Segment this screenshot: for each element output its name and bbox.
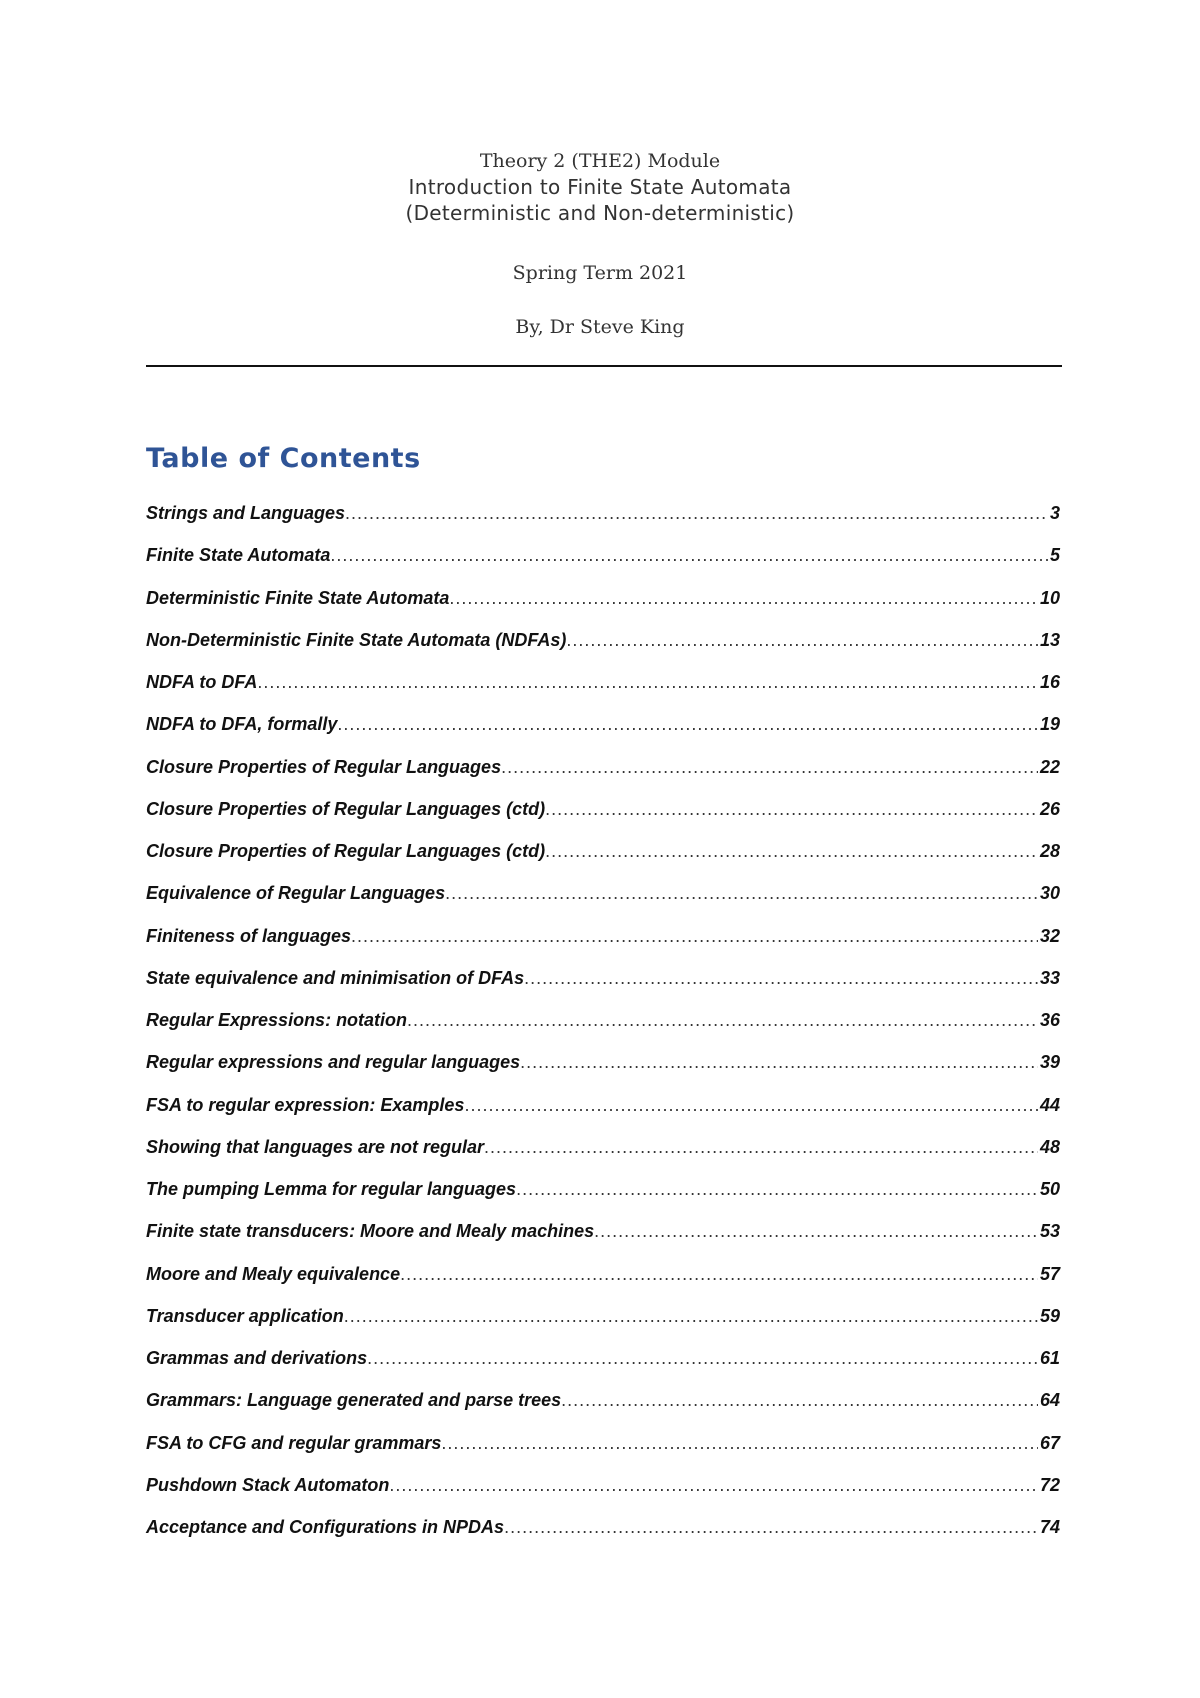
toc-dot-leader — [520, 1049, 1038, 1075]
horizontal-divider — [146, 365, 1062, 367]
toc-entry-title: Finiteness of languages — [146, 926, 352, 946]
toc-entry-title: State equivalence and minimisation of DFAs — [146, 968, 525, 988]
toc-entry[interactable] — [146, 669, 1060, 695]
toc-dot-leader — [524, 965, 1038, 991]
toc-entry-title: Acceptance and Configurations in NPDAs — [146, 1517, 505, 1537]
toc-entry[interactable] — [146, 1261, 1060, 1287]
toc-entry-page-number: 32 — [1039, 926, 1060, 946]
toc-dot-leader — [367, 1345, 1038, 1371]
toc-dot-leader — [445, 880, 1038, 906]
toc-entry-page-number: 10 — [1039, 588, 1060, 608]
toc-entry-page-number: 19 — [1039, 714, 1060, 734]
toc-entry[interactable] — [146, 1345, 1060, 1371]
toc-entry[interactable] — [146, 1387, 1060, 1413]
toc-entry-page-number: 13 — [1039, 630, 1060, 650]
toc-entry-page-number: 30 — [1039, 883, 1060, 903]
toc-entry-page-number: 22 — [1039, 757, 1060, 777]
toc-dot-leader — [561, 1387, 1038, 1413]
toc-entry-title: Grammas and derivations — [146, 1348, 368, 1368]
toc-entry[interactable] — [146, 880, 1060, 906]
toc-entry-title: Closure Properties of Regular Languages — [146, 757, 502, 777]
toc-entry-title: Pushdown Stack Automaton — [146, 1475, 390, 1495]
toc-entry-title: Regular Expressions: notation — [146, 1010, 408, 1030]
toc-entry-page-number: 39 — [1039, 1052, 1060, 1072]
toc-entry-page-number: 36 — [1039, 1010, 1060, 1030]
toc-dot-leader — [330, 542, 1048, 568]
toc-entry[interactable] — [146, 585, 1060, 611]
toc-entry[interactable] — [146, 1514, 1060, 1540]
toc-entry[interactable] — [146, 542, 1060, 568]
toc-entry[interactable] — [146, 500, 1060, 526]
toc-dot-leader — [504, 1514, 1038, 1540]
toc-dot-leader — [441, 1430, 1038, 1456]
toc-entry-page-number: 3 — [1049, 503, 1060, 523]
toc-dot-leader — [449, 585, 1038, 611]
toc-entry-page-number: 26 — [1039, 799, 1060, 819]
toc-entry-title: Strings and Languages — [146, 503, 346, 523]
author-line: By, Dr Steve King — [515, 316, 685, 338]
toc-entry[interactable] — [146, 1218, 1060, 1244]
toc-entry-title: Grammars: Language generated and parse trees — [146, 1390, 562, 1410]
toc-entry[interactable] — [146, 1303, 1060, 1329]
toc-entry-page-number: 28 — [1039, 841, 1060, 861]
toc-entry-page-number: 72 — [1039, 1475, 1060, 1495]
toc-entry-title: NDFA to DFA — [146, 672, 258, 692]
toc-entry[interactable] — [146, 965, 1060, 991]
document-subtitle: (Deterministic and Non-deterministic) — [405, 201, 795, 225]
toc-dot-leader — [407, 1007, 1038, 1033]
toc-dot-leader — [464, 1092, 1038, 1118]
toc-entry[interactable] — [146, 1430, 1060, 1456]
toc-dot-leader — [594, 1218, 1038, 1244]
toc-entry[interactable] — [146, 923, 1060, 949]
toc-entry[interactable] — [146, 1134, 1060, 1160]
toc-entry-title: Regular expressions and regular languages — [146, 1052, 521, 1072]
toc-entry-title: Moore and Mealy equivalence — [146, 1264, 401, 1284]
toc-entry-page-number: 74 — [1039, 1517, 1060, 1537]
toc-entry-page-number: 44 — [1039, 1095, 1060, 1115]
toc-entry-title: Finite State Automata — [146, 545, 331, 565]
toc-dot-leader — [257, 669, 1038, 695]
toc-entry-title: NDFA to DFA, formally — [146, 714, 338, 734]
toc-dot-leader — [516, 1176, 1038, 1202]
toc-entry-page-number: 53 — [1039, 1221, 1060, 1241]
toc-dot-leader — [351, 923, 1038, 949]
document-title: Introduction to Finite State Automata — [408, 175, 792, 199]
toc-heading: Table of Contents — [146, 443, 421, 474]
toc-dot-leader — [501, 754, 1038, 780]
toc-entry-title: Deterministic Finite State Automata — [146, 588, 450, 608]
toc-dot-leader — [545, 838, 1038, 864]
toc-entry-page-number: 59 — [1039, 1306, 1060, 1326]
toc-entry-title: Closure Properties of Regular Languages (ctd) — [146, 841, 546, 861]
toc-entry-page-number: 16 — [1039, 672, 1060, 692]
toc-dot-leader — [566, 627, 1038, 653]
toc-entry[interactable] — [146, 627, 1060, 653]
toc-entry-page-number: 64 — [1039, 1390, 1060, 1410]
toc-entry[interactable] — [146, 838, 1060, 864]
toc-entry-page-number: 61 — [1039, 1348, 1060, 1368]
toc-entry-page-number: 48 — [1039, 1137, 1060, 1157]
toc-entry-page-number: 67 — [1039, 1433, 1060, 1453]
toc-dot-leader — [345, 500, 1048, 526]
toc-entry-title: FSA to CFG and regular grammars — [146, 1433, 442, 1453]
toc-entry-title: Closure Properties of Regular Languages (ctd) — [146, 799, 546, 819]
toc-entry-page-number: 5 — [1049, 545, 1060, 565]
toc-entry[interactable] — [146, 1007, 1060, 1033]
toc-entry-title: The pumping Lemma for regular languages — [146, 1179, 517, 1199]
toc-entry[interactable] — [146, 1472, 1060, 1498]
toc-entry-page-number: 57 — [1039, 1264, 1060, 1284]
toc-entry-title: Transducer application — [146, 1306, 344, 1326]
toc-dot-leader — [400, 1261, 1038, 1287]
toc-entry[interactable] — [146, 796, 1060, 822]
toc-entry[interactable] — [146, 1092, 1060, 1118]
toc-entry-title: Non-Deterministic Finite State Automata (NDFAs) — [146, 630, 567, 650]
toc-entry-page-number: 33 — [1039, 968, 1060, 988]
toc-dot-leader — [484, 1134, 1038, 1160]
toc-entry-title: Showing that languages are not regular — [146, 1137, 485, 1157]
toc-entry[interactable] — [146, 1049, 1060, 1075]
toc-dot-leader — [389, 1472, 1038, 1498]
term-label: Spring Term 2021 — [512, 262, 688, 284]
toc-dot-leader — [337, 711, 1038, 737]
module-name: Theory 2 (THE2) Module — [479, 150, 721, 172]
toc-entry[interactable] — [146, 711, 1060, 737]
toc-dot-leader — [344, 1303, 1038, 1329]
toc-entry[interactable] — [146, 754, 1060, 780]
toc-entry-title: Equivalence of Regular Languages — [146, 883, 446, 903]
toc-entry-title: Finite state transducers: Moore and Mealy machines — [146, 1221, 595, 1241]
toc-entry-page-number: 50 — [1039, 1179, 1060, 1199]
toc-entry-title: FSA to regular expression: Examples — [146, 1095, 465, 1115]
toc-dot-leader — [545, 796, 1038, 822]
toc-entry[interactable] — [146, 1176, 1060, 1202]
